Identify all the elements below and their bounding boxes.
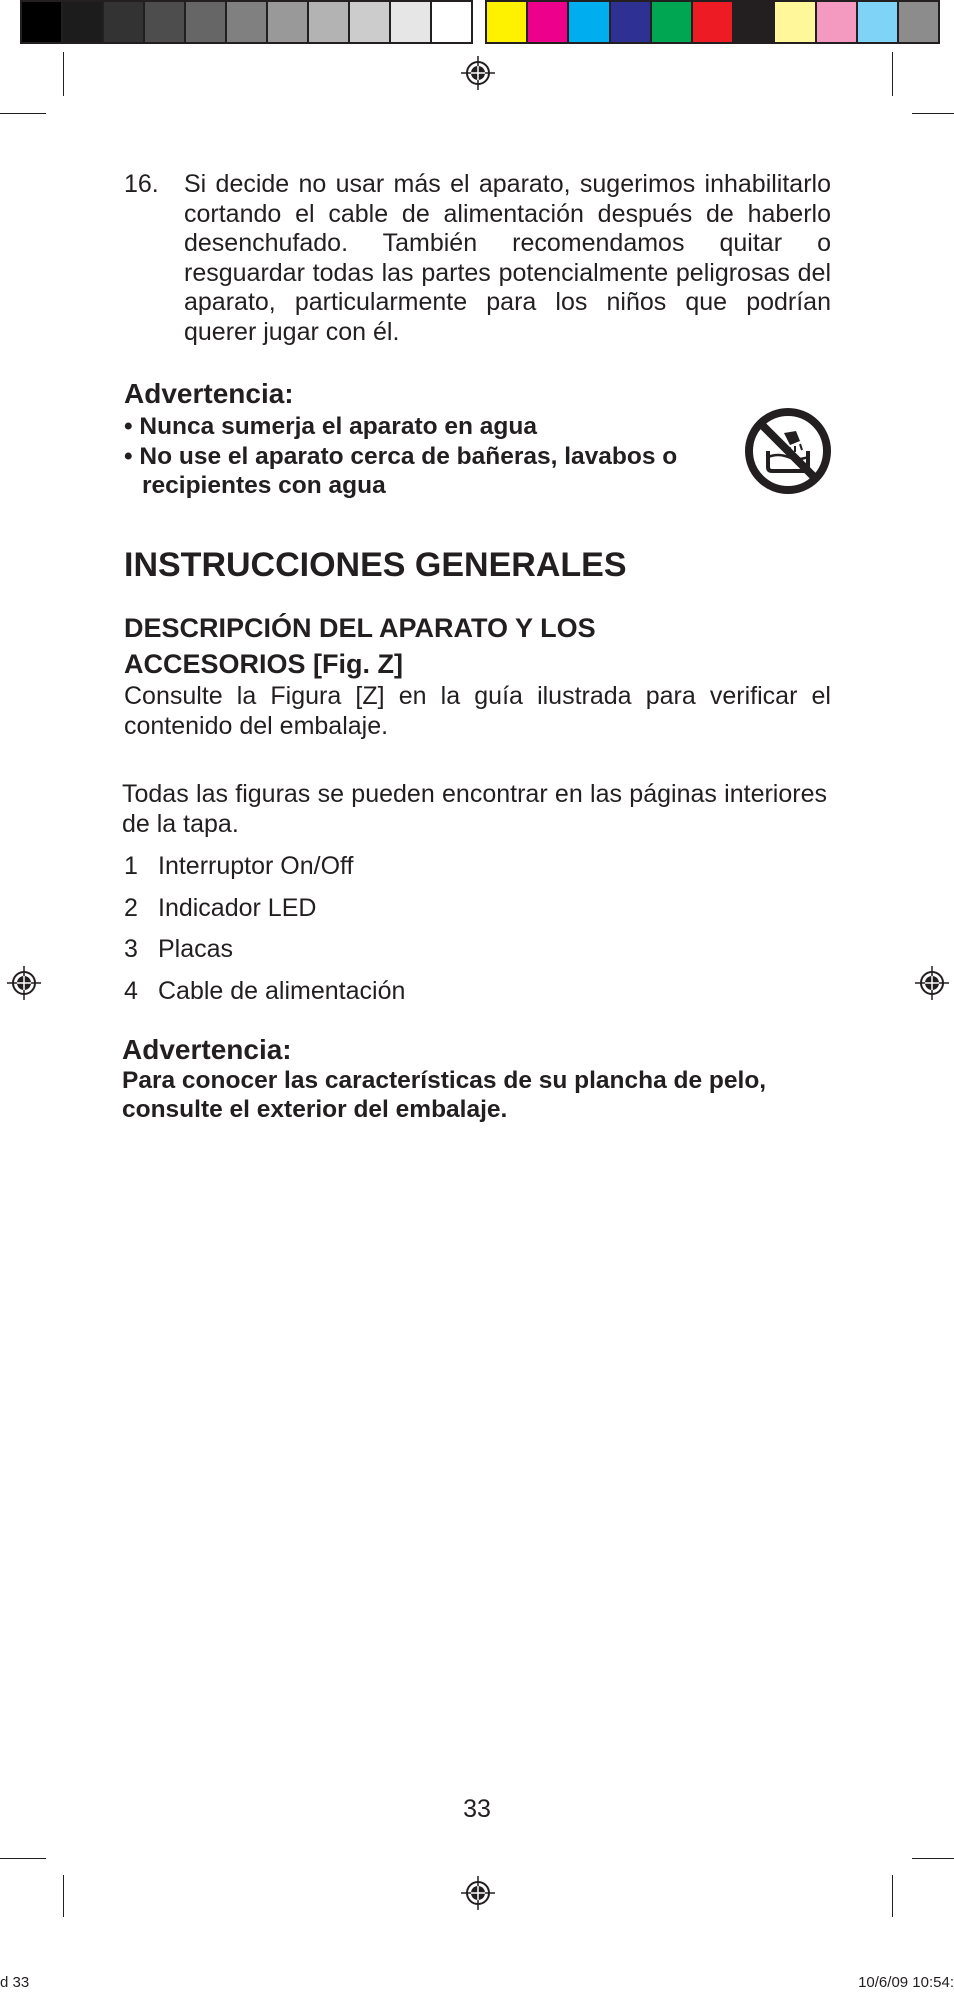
registration-mark-icon bbox=[7, 966, 41, 1000]
list-item bbox=[124, 977, 405, 1019]
process-swatch bbox=[528, 2, 569, 42]
process-swatch bbox=[775, 2, 816, 42]
crop-mark bbox=[0, 1858, 46, 1859]
process-swatch bbox=[899, 2, 938, 42]
section-subtitle: DESCRIPCIÓN DEL APARATO Y LOS ACCESORIOS [Fig. Z] bbox=[124, 613, 596, 679]
warning-title: Advertencia: bbox=[122, 1034, 292, 1065]
registration-mark-icon bbox=[461, 1876, 495, 1910]
process-swatch bbox=[652, 2, 693, 42]
gray-swatch bbox=[432, 2, 471, 42]
part-label: Cable de alimentación bbox=[158, 976, 406, 1005]
crop-mark bbox=[892, 1875, 893, 1917]
item-number: 16. bbox=[124, 170, 159, 198]
part-number: 3 bbox=[124, 935, 138, 963]
part-label: Indicador LED bbox=[158, 893, 317, 922]
crop-mark bbox=[0, 113, 46, 114]
part-number: 2 bbox=[124, 893, 138, 922]
part-label: Interruptor On/Off bbox=[158, 852, 354, 880]
crop-mark bbox=[63, 1875, 64, 1917]
section-title: INSTRUCCIONES GENERALES bbox=[124, 546, 627, 584]
list-item bbox=[124, 852, 405, 894]
description-paragraph: Consulte la Figura [Z] en la guía ilustrada para verificar el contenido del embalaje. bbox=[124, 682, 831, 740]
slug-left: d 33 bbox=[0, 1974, 30, 1991]
no-water-icon bbox=[744, 407, 832, 495]
process-swatch bbox=[569, 2, 610, 42]
process-color-bar bbox=[485, 0, 940, 44]
crop-mark bbox=[63, 52, 64, 96]
crop-mark bbox=[892, 52, 893, 96]
gray-swatch bbox=[350, 2, 391, 42]
part-number: 1 bbox=[124, 852, 138, 880]
slug-right: 10/6/09 10:54: bbox=[858, 1974, 954, 1991]
part-label: Placas bbox=[158, 935, 234, 963]
gray-swatch bbox=[391, 2, 432, 42]
gray-swatch bbox=[63, 2, 104, 42]
warning-item: • Nunca sumerja el aparato en agua bbox=[124, 413, 537, 440]
gray-swatch bbox=[309, 2, 350, 42]
gray-swatch bbox=[186, 2, 227, 42]
gray-swatch bbox=[145, 2, 186, 42]
page-number: 33 bbox=[463, 1795, 491, 1823]
process-swatch bbox=[817, 2, 858, 42]
gray-swatch bbox=[227, 2, 268, 42]
item-text: Si decide no usar más el aparato, sugerimos inhabilitarlo cortando el cable de alimentación después de haberlo desenchufado. También recomendamos quitar o resguardar todas las partes potencialmente peligrosas del aparato, particularmente para los niños que podrían querer jugar con él. bbox=[184, 170, 831, 346]
registration-mark-icon bbox=[461, 56, 495, 90]
figures-note-paragraph: Todas las figuras se pueden encontrar en las páginas interiores de la tapa. bbox=[122, 780, 827, 838]
crop-mark bbox=[912, 1858, 954, 1859]
process-swatch bbox=[611, 2, 652, 42]
warning-title: Advertencia: bbox=[124, 378, 294, 409]
process-swatch bbox=[734, 2, 775, 42]
grayscale-color-bar bbox=[20, 0, 473, 44]
parts-list bbox=[124, 852, 405, 1018]
process-swatch bbox=[693, 2, 734, 42]
gray-swatch bbox=[104, 2, 145, 42]
process-swatch bbox=[487, 2, 528, 42]
warning-list bbox=[124, 412, 744, 501]
gray-swatch bbox=[22, 2, 63, 42]
list-item bbox=[124, 894, 405, 936]
instruction-item-16 bbox=[124, 170, 831, 347]
process-swatch bbox=[858, 2, 899, 42]
list-item bbox=[124, 935, 405, 977]
warning-item: • No use el aparato cerca de bañeras, lavabos o recipientes con agua bbox=[124, 442, 678, 499]
gray-swatch bbox=[268, 2, 309, 42]
warning-text: Para conocer las características de su plancha de pelo, consulte el exterior del embalaje. bbox=[122, 1067, 767, 1123]
crop-mark bbox=[912, 113, 954, 114]
registration-mark-icon bbox=[915, 966, 949, 1000]
part-number: 4 bbox=[124, 976, 138, 1005]
